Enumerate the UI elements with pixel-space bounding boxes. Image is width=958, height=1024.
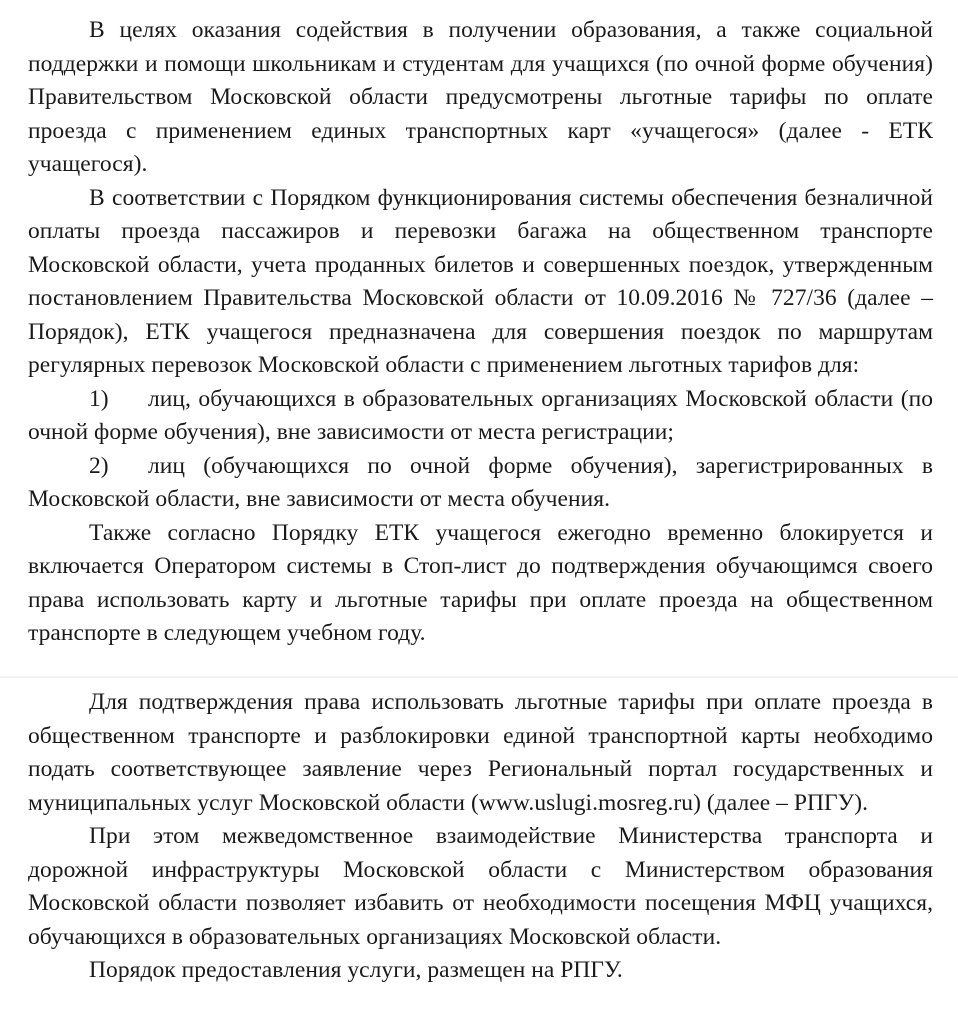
list-item-1 bbox=[28, 383, 933, 450]
page-divider bbox=[0, 676, 958, 678]
list-item-2 bbox=[28, 450, 933, 517]
paragraph-application: Для подтверждения права использовать льготные тарифы при оплате проезда в общественном транспорте и разблокировки единой транспортной карты необходимо подать соответствующее заявление через Региональный портал государственных и муниципальных услуг Московской области (www.uslugi.mosreg.ru) (далее – РПГУ). bbox=[28, 689, 933, 816]
paragraph-interaction: При этом межведомственное взаимодействие Министерства транспорта и дорожной инфраструктуры Московской области с Министерством образования Московской области позволяет избавить от необходимости посещения МФЦ учащихся, обучающихся в образовательных организациях Московской области. bbox=[28, 823, 933, 950]
paragraph-service-order: Порядок предоставления услуги, размещен на РПГУ. bbox=[89, 957, 623, 983]
paragraph-blocking: Также согласно Порядку ЕТК учащегося ежегодно временно блокируется и включается Оператором системы в Стоп-лист до подтверждения обучающимся своего права использовать карту и льготные тарифы при оплате проезда на общественном транспорте в следующем учебном году. bbox=[28, 519, 933, 646]
document-section-top bbox=[28, 14, 933, 651]
list-text-1: лиц, обучающихся в образовательных организациях Московской области (по очной форме обучения), вне зависимости от места регистрации; bbox=[28, 385, 933, 445]
list-number-1: 1) bbox=[89, 385, 109, 412]
paragraph-purpose: В целях оказания содействия в получении образования, а также социальной поддержки и помощи школьникам и студентам для учащихся (по очной форме обучения) Правительством Московской области предусмотрены льготные тарифы по оплате проезда с применением единых транспортных карт «учащегося» (далее - ЕТК учащегося). bbox=[28, 17, 933, 177]
list-text-2: лиц (обучающихся по очной форме обучения), зарегистрированных в Московской области, вне зависимости от места обучения. bbox=[28, 452, 933, 512]
document-section-bottom bbox=[28, 686, 933, 988]
paragraph-procedure: В соответствии с Порядком функционирования системы обеспечения безналичной оплаты проезда пассажиров и перевозки багажа на общественном транспорте Московской области, учета проданных билетов и совершенных поездок, утвержденным постановлением Правительства Московской области от 10.09.2016 № 727/36 (далее – Порядок), ЕТК учащегося предназначена для совершения поездок по маршрутам регулярных перевозок Московской области с применением льготных тарифов для: bbox=[28, 184, 933, 378]
list-number-2: 2) bbox=[89, 452, 109, 479]
